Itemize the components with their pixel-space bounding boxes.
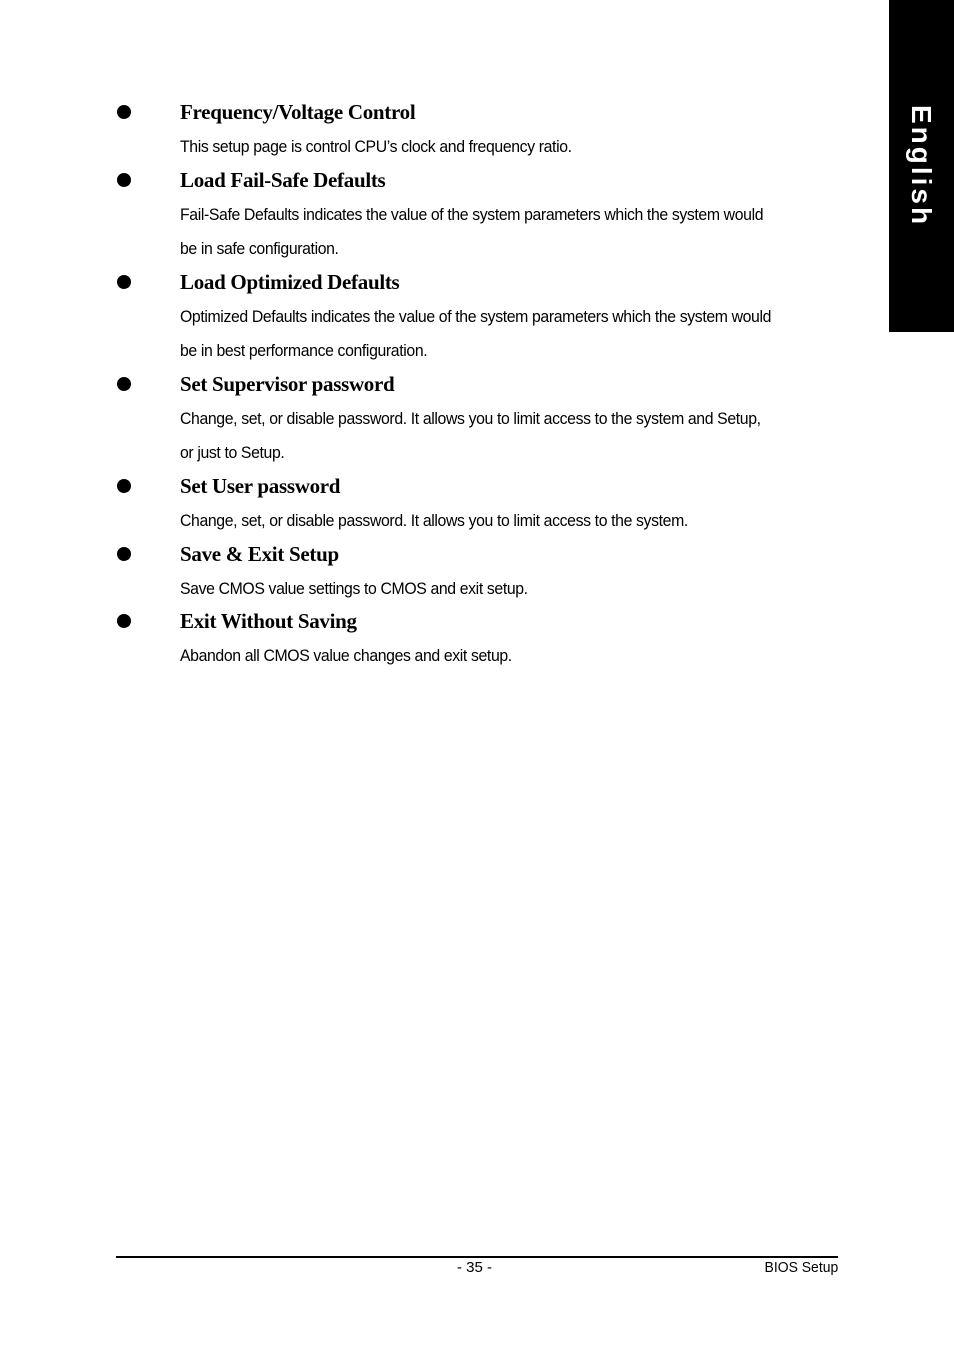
footer-divider xyxy=(116,1256,838,1258)
bullet-icon xyxy=(117,105,131,119)
item-description: Fail-Safe Defaults indicates the value of the system parameters which the system would be in safe configuration. xyxy=(180,205,764,258)
language-tab-label: English xyxy=(906,104,937,228)
bullet-icon xyxy=(117,173,131,187)
item-title: Set User password xyxy=(180,474,341,498)
page-number: - 35 - xyxy=(457,1259,493,1276)
item-title: Set Supervisor password xyxy=(180,372,395,396)
bullet-icon xyxy=(117,479,131,493)
item-description: Abandon all CMOS value changes and exit setup. xyxy=(180,646,512,665)
item-title: Frequency/Voltage Control xyxy=(180,100,416,124)
item-description: Change, set, or disable password. It allows you to limit access to the system and Setup, or just to Setup. xyxy=(180,409,761,462)
bullet-icon xyxy=(117,275,131,289)
language-tab xyxy=(889,0,954,332)
bullet-icon xyxy=(117,377,131,391)
bullet-icon xyxy=(117,614,131,628)
item-description: Optimized Defaults indicates the value of the system parameters which the system would be in best performance configuration. xyxy=(180,307,772,360)
item-title: Load Fail-Safe Defaults xyxy=(180,168,386,192)
item-title: Exit Without Saving xyxy=(180,609,357,633)
bullet-icon xyxy=(117,547,131,561)
item-title: Load Optimized Defaults xyxy=(180,270,400,294)
item-description: Save CMOS value settings to CMOS and exit setup. xyxy=(180,579,528,598)
item-description: Change, set, or disable password. It allows you to limit access to the system. xyxy=(180,511,688,530)
item-description: This setup page is control CPU’s clock and frequency ratio. xyxy=(180,137,572,156)
footer-section-title: BIOS Setup xyxy=(764,1259,838,1276)
item-title: Save & Exit Setup xyxy=(180,542,339,566)
